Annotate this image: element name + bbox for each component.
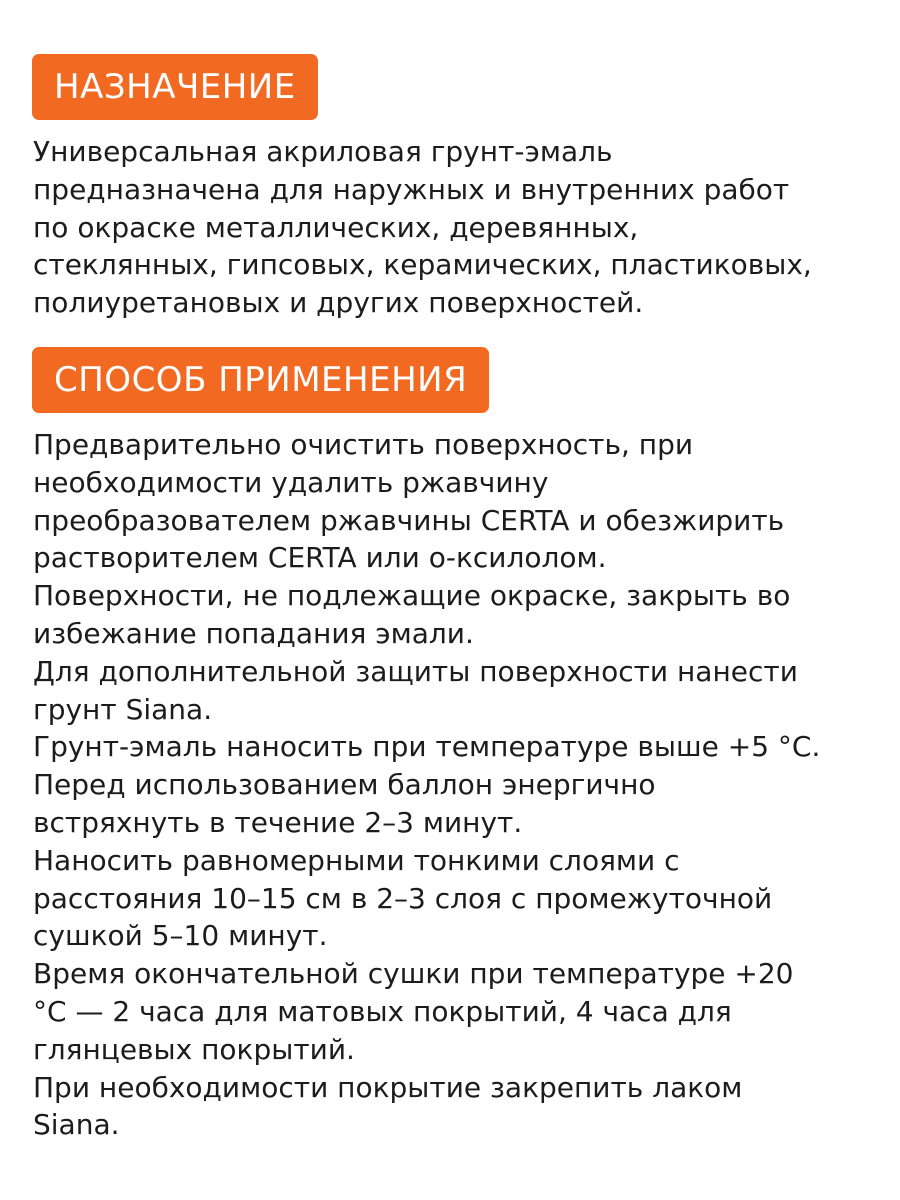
section-heading-purpose: НАЗНАЧЕНИЕ <box>32 54 318 120</box>
text-line: Грунт-эмаль наносить при температуре выше +5 °С. <box>33 730 821 764</box>
text-line: необходимости удалить ржавчину <box>33 465 549 499</box>
section-heading-application: СПОСОБ ПРИМЕНЕНИЯ <box>32 347 489 413</box>
text-line: Время окончательной сушки при температуре +20 <box>33 957 794 991</box>
text-line: предназначена для наружных и внутренних работ <box>33 172 790 206</box>
text-line: Предварительно очистить поверхность, при <box>33 428 694 461</box>
purpose-description <box>33 133 878 322</box>
text-line: избежание попадания эмали. <box>33 616 474 650</box>
text-line: °С — 2 часа для матовых покрытий, 4 часа для <box>33 994 732 1028</box>
application-instructions <box>33 426 878 1144</box>
text-line: Перед использованием баллон энергично <box>33 768 656 802</box>
text-line: При необходимости покрытие закрепить лаком <box>33 1070 743 1104</box>
text-line: расстояния 10–15 см в 2–3 слоя с промежуточной <box>33 881 773 915</box>
text-line: встряхнуть в течение 2–3 минут. <box>33 805 523 839</box>
text-line: Наносить равномерными тонкими слоями с <box>33 843 680 877</box>
text-line: растворителем CERTA или о-ксилолом. <box>33 541 607 575</box>
text-line: Поверхности, не подлежащие окраске, закрыть во <box>33 579 791 613</box>
text-line: стеклянных, гипсовых, керамических, пластиковых, <box>33 248 812 282</box>
text-line: Для дополнительной защиты поверхности нанести <box>33 654 798 688</box>
text-line: полиуретановых и других поверхностей. <box>33 286 644 320</box>
text-line: Универсальная акриловая грунт-эмаль <box>33 135 613 168</box>
text-line: преобразователем ржавчины CERTA и обезжирить <box>33 503 785 537</box>
text-line: глянцевых покрытий. <box>33 1032 355 1066</box>
text-line: Siana. <box>33 1108 120 1142</box>
text-line: по окраске металлических, деревянных, <box>33 210 639 244</box>
text-line: сушкой 5–10 минут. <box>33 919 328 953</box>
text-line: грунт Siana. <box>33 692 213 726</box>
